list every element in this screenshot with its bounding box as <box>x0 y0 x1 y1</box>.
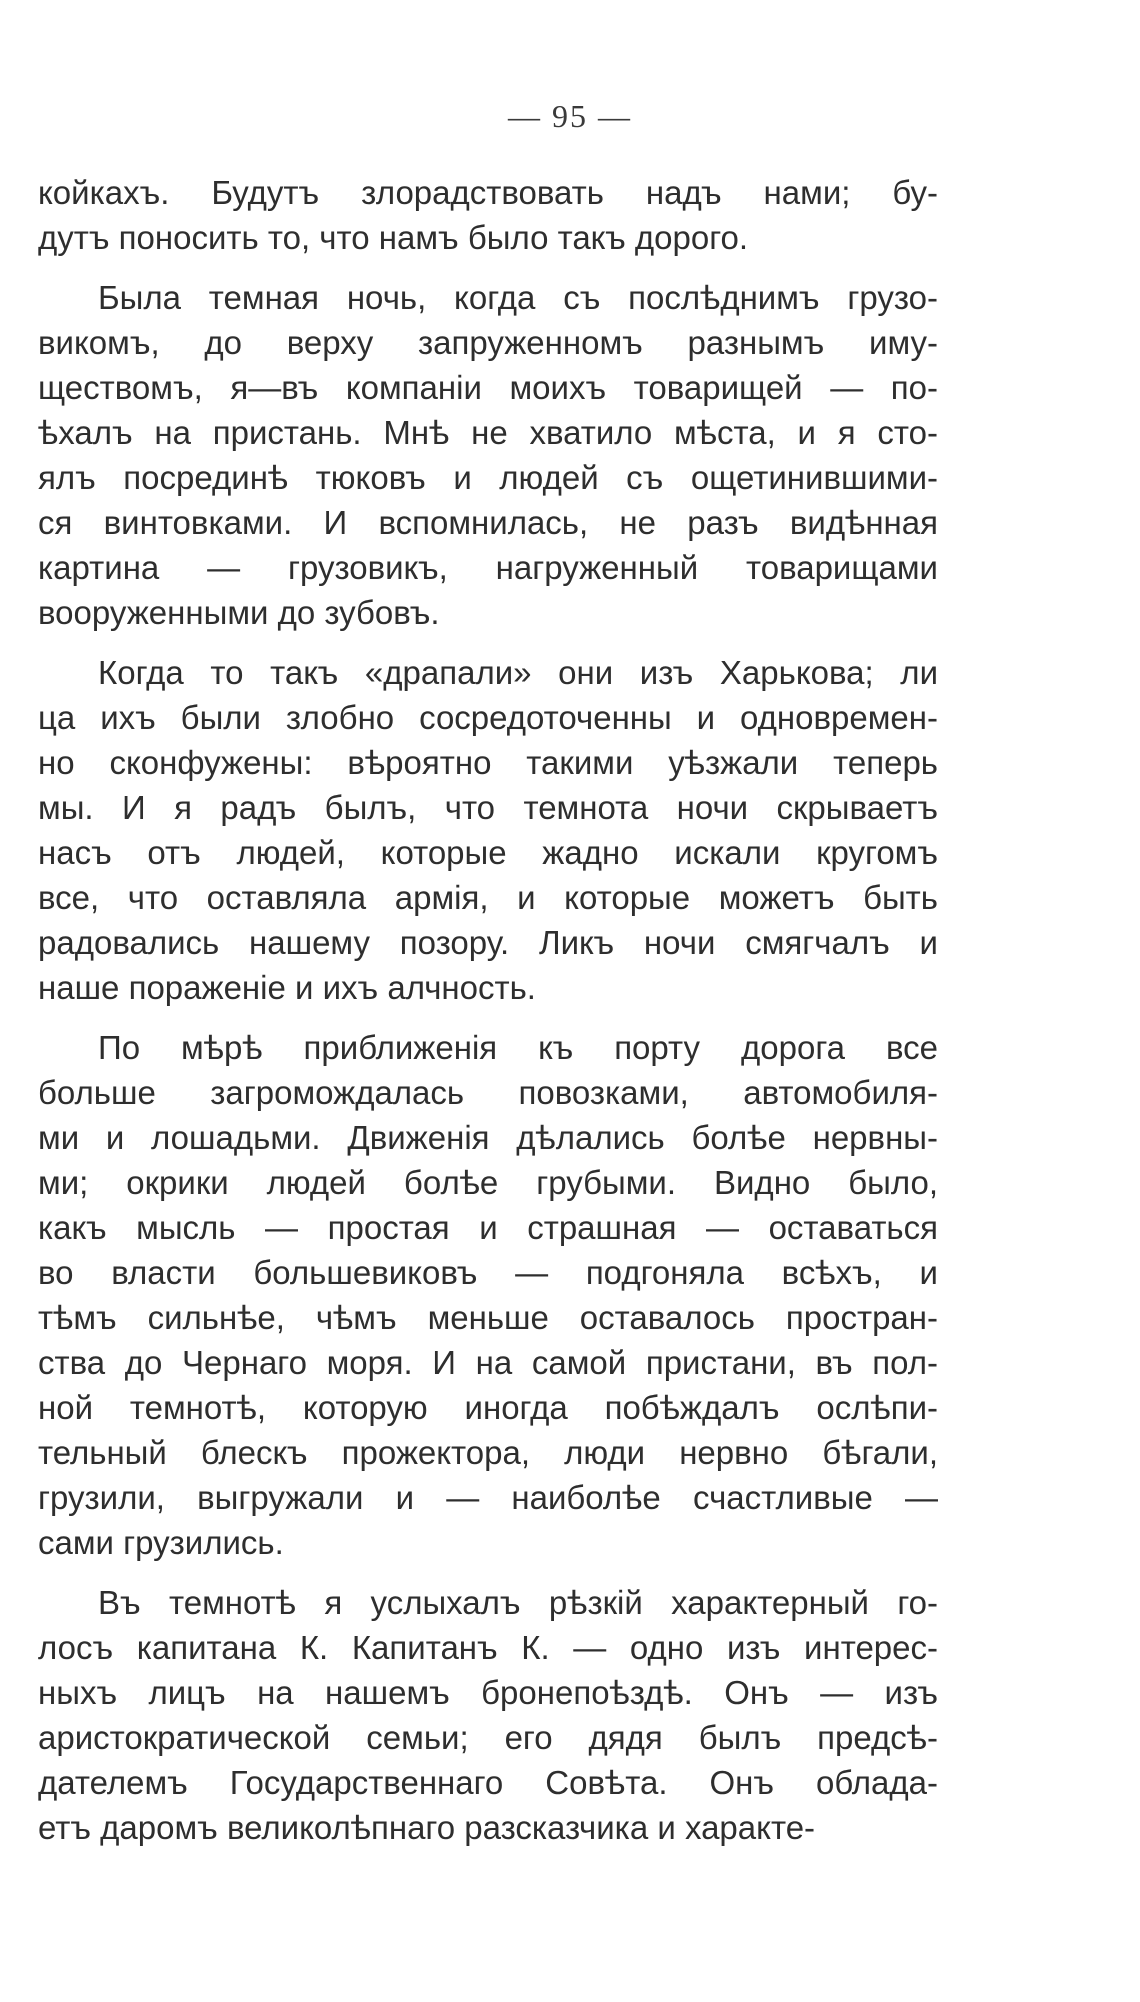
text-line: картина — грузовикъ, нагруженный товарищами <box>38 549 938 586</box>
text-line: сами грузились. <box>38 1524 284 1561</box>
text-line: ца ихъ были злобно сосредоточенны и одновремен- <box>38 699 938 736</box>
text-line: койкахъ. Будутъ злорадствовать надъ нами; бу- <box>38 174 938 211</box>
text-line: ми; окрики людей болѣе грубыми. Видно было, <box>38 1164 938 1201</box>
text-line: ѣхалъ на пристань. Мнѣ не хватило мѣста, и я сто- <box>38 414 938 451</box>
text-line: но сконфужены: вѣроятно такими уѣзжали теперь <box>38 744 938 781</box>
text-line: ми и лошадьми. Движенія дѣлались болѣе нервны- <box>38 1119 938 1156</box>
text-line: мы. И я радъ былъ, что темнота ночи скрываетъ <box>38 789 938 826</box>
paragraph <box>38 650 938 1010</box>
paragraph-gap <box>38 635 938 650</box>
text-line: радовались нашему позору. Ликъ ночи смягчалъ и <box>38 924 938 961</box>
text-line: По мѣрѣ приближенія къ порту дорога все <box>98 1029 938 1066</box>
paragraph-gap <box>38 260 938 275</box>
text-line: во власти большевиковъ — подгоняла всѣхъ, и <box>38 1254 938 1291</box>
paragraph <box>38 1025 938 1565</box>
text-line: етъ даромъ великолѣпнаго разсказчика и характе- <box>38 1809 816 1846</box>
text-line: Была темная ночь, когда съ послѣднимъ грузо- <box>98 279 938 316</box>
text-line: ществомъ, я—въ компаніи моихъ товарищей — по- <box>38 369 938 406</box>
paragraph <box>38 275 938 635</box>
text-line: все, что оставляла армія, и которые можетъ быть <box>38 879 938 916</box>
paragraph <box>38 1580 938 1850</box>
paragraph <box>38 170 938 260</box>
text-line: ялъ посрединѣ тюковъ и людей съ ощетинившими- <box>38 459 938 496</box>
text-line: насъ отъ людей, которые жадно искали кругомъ <box>38 834 938 871</box>
text-line: викомъ, до верху запруженномъ разнымъ иму- <box>38 324 938 361</box>
text-line: аристократической семьи; его дядя былъ предсѣ- <box>38 1719 938 1756</box>
text-line: больше загромождалась повозками, автомобиля- <box>38 1074 938 1111</box>
text-line: какъ мысль — простая и страшная — оставаться <box>38 1209 938 1246</box>
text-line: дателемъ Государственнаго Совѣта. Онъ облада- <box>38 1764 938 1801</box>
text-line: наше пораженіе и ихъ алчность. <box>38 969 536 1006</box>
text-line: Когда то такъ «драпали» они изъ Харькова; ли <box>98 654 938 691</box>
text-line: ныхъ лицъ на нашемъ бронепоѣздѣ. Онъ — изъ <box>38 1674 938 1711</box>
text-line: ся винтовками. И вспомнилась, не разъ видѣнная <box>38 504 938 541</box>
text-line: ства до Чернаго моря. И на самой пристани, въ пол- <box>38 1344 938 1381</box>
paragraph-gap <box>38 1565 938 1580</box>
text-line: дутъ поносить то, что намъ было такъ дорого. <box>38 219 749 256</box>
text-line: грузили, выгружали и — наиболѣе счастливые — <box>38 1479 938 1516</box>
text-line: лосъ капитана К. Капитанъ К. — одно изъ интерес- <box>38 1629 938 1666</box>
body-text <box>38 170 938 1850</box>
page-number: — 95 — <box>508 98 632 134</box>
text-line: вооруженными до зубовъ. <box>38 594 440 631</box>
text-line: тѣмъ сильнѣе, чѣмъ меньше оставалось простран- <box>38 1299 938 1336</box>
paragraph-gap <box>38 1010 938 1025</box>
text-line: тельный блескъ прожектора, люди нервно бѣгали, <box>38 1434 938 1471</box>
text-line: ной темнотѣ, которую иногда побѣждалъ ослѣпи- <box>38 1389 938 1426</box>
text-line: Въ темнотѣ я услыхалъ рѣзкій характерный го- <box>98 1584 938 1621</box>
